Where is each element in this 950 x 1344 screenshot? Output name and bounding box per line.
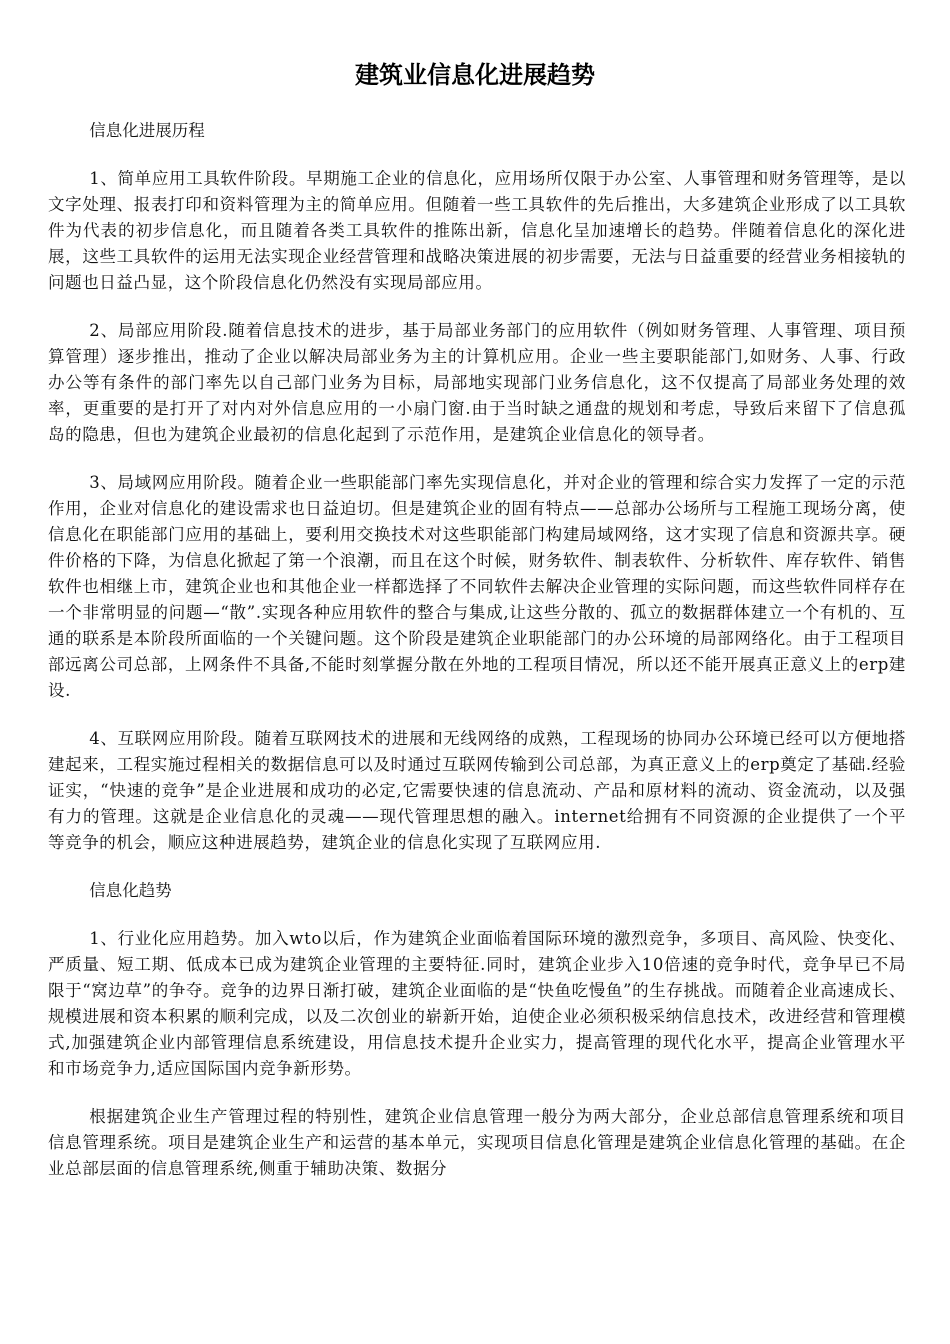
paragraph-trend-2: 根据建筑企业生产管理过程的特别性，建筑企业信息管理一般分为两大部分，企业总部信息管理系统和项目信息管理系统。项目是建筑企业生产和运营的基本单元，实现项目信息化管理是建筑企业信息化管理的基础。在企业总部层面的信息管理系统,侧重于辅助决策、数据分 xyxy=(48,1107,906,1178)
paragraph-trend-1: 1、行业化应用趋势。加入wto以后，作为建筑企业面临着国际环境的激烈竞争，多项目、高风险、快变化、严质量、短工期、低成本已成为建筑企业管理的主要特征.同时，建筑企业步入10倍速的竞争时代，竞争早已不局限于“窝边草”的争夺。竞争的边界日渐打破，建筑企业面临的是“快鱼吃慢鱼”的生存挑战。而随着企业高速成长、规模进展和资本积累的顺利完成，以及二次创业的崭新开始，迫使企业必须积极采纳信息技术，改进经营和管理模式,加强建筑企业内部管理信息系统建设，用信息技术提升企业实力，提高管理的现代化水平，提高企业管理水平和市场竞争力,适应国际国内竞争新形势。 xyxy=(48,929,906,1078)
section-heading-trends: 信息化趋势 xyxy=(89,881,172,900)
document-body xyxy=(48,118,906,1204)
paragraph-stage-2: 2、局部应用阶段.随着信息技术的进步，基于局部业务部门的应用软件（例如财务管理、人事管理、项目预算管理）逐步推出，推动了企业以解决局部业务为主的计算机应用。企业一些主要职能部门,如财务、人事、行政办公等有条件的部门率先以自己部门业务为目标，局部地实现部门业务信息化，这不仅提高了局部业务处理的效率，更重要的是打开了对内对外信息应用的一小扇门窗.由于当时缺之通盘的规划和考虑，导致后来留下了信息孤岛的隐患，但也为建筑企业最初的信息化起到了示范作用，是建筑企业信息化的领导者。 xyxy=(48,321,906,444)
paragraph-stage-1: 1、简单应用工具软件阶段。早期施工企业的信息化，应用场所仅限于办公室、人事管理和财务管理等，是以文字处理、报表打印和资料管理为主的简单应用。但随着一些工具软件的先后推出，大多建筑企业形成了以工具软件为代表的初步信息化，而且随着各类工具软件的推陈出新，信息化呈加速增长的趋势。伴随着信息化的深化进展，这些工具软件的运用无法实现企业经营管理和战略决策进展的初步需要，无法与日益重要的经营业务相接轨的问题也日益凸显，这个阶段信息化仍然没有实现局部应用。 xyxy=(48,169,906,292)
section-heading-history: 信息化进展历程 xyxy=(89,121,205,140)
paragraph-stage-4: 4、互联网应用阶段。随着互联网技术的进展和无线网络的成熟，工程现场的协同办公环境已经可以方便地搭建起来，工程实施过程相关的数据信息可以及时通过互联网传输到公司总部，为真正意义上的erp奠定了基础.经验证实，“快速的竞争”是企业进展和成功的必定,它需要快速的信息流动、产品和原材料的流动、资金流动，以及强有力的管理。这就是企业信息化的灵魂——现代管理思想的融入。internet给拥有不同资源的企业提供了一个平等竞争的机会，顺应这种进展趋势，建筑企业的信息化实现了互联网应用. xyxy=(48,729,906,852)
page-title: 建筑业信息化进展趋势 xyxy=(355,61,595,89)
paragraph-stage-3: 3、局域网应用阶段。随着企业一些职能部门率先实现信息化，并对企业的管理和综合实力发挥了一定的示范作用，企业对信息化的建设需求也日益迫切。但是建筑企业的固有特点——总部办公场所与工程施工现场分离，使信息化在职能部门应用的基础上，要利用交换技术对这些职能部门构建局域网络，这才实现了信息和资源共享。硬件价格的下降，为信息化掀起了第一个浪潮，而且在这个时候，财务软件、制表软件、分析软件、库存软件、销售软件也相继上市，建筑企业也和其他企业一样都选择了不同软件去解决企业管理的实际问题，而这些软件同样存在一个非常明显的问题—“散”.实现各种应用软件的整合与集成,让这些分散的、孤立的数据群体建立一个有机的、互通的联系是本阶段所面临的一个关键问题。这个阶段是建筑企业职能部门的办公环境的局部网络化。由于工程项目部远离公司总部，上网条件不具备,不能时刻掌握分散在外地的工程项目情况，所以还不能开展真正意义上的erp建设. xyxy=(48,473,906,700)
